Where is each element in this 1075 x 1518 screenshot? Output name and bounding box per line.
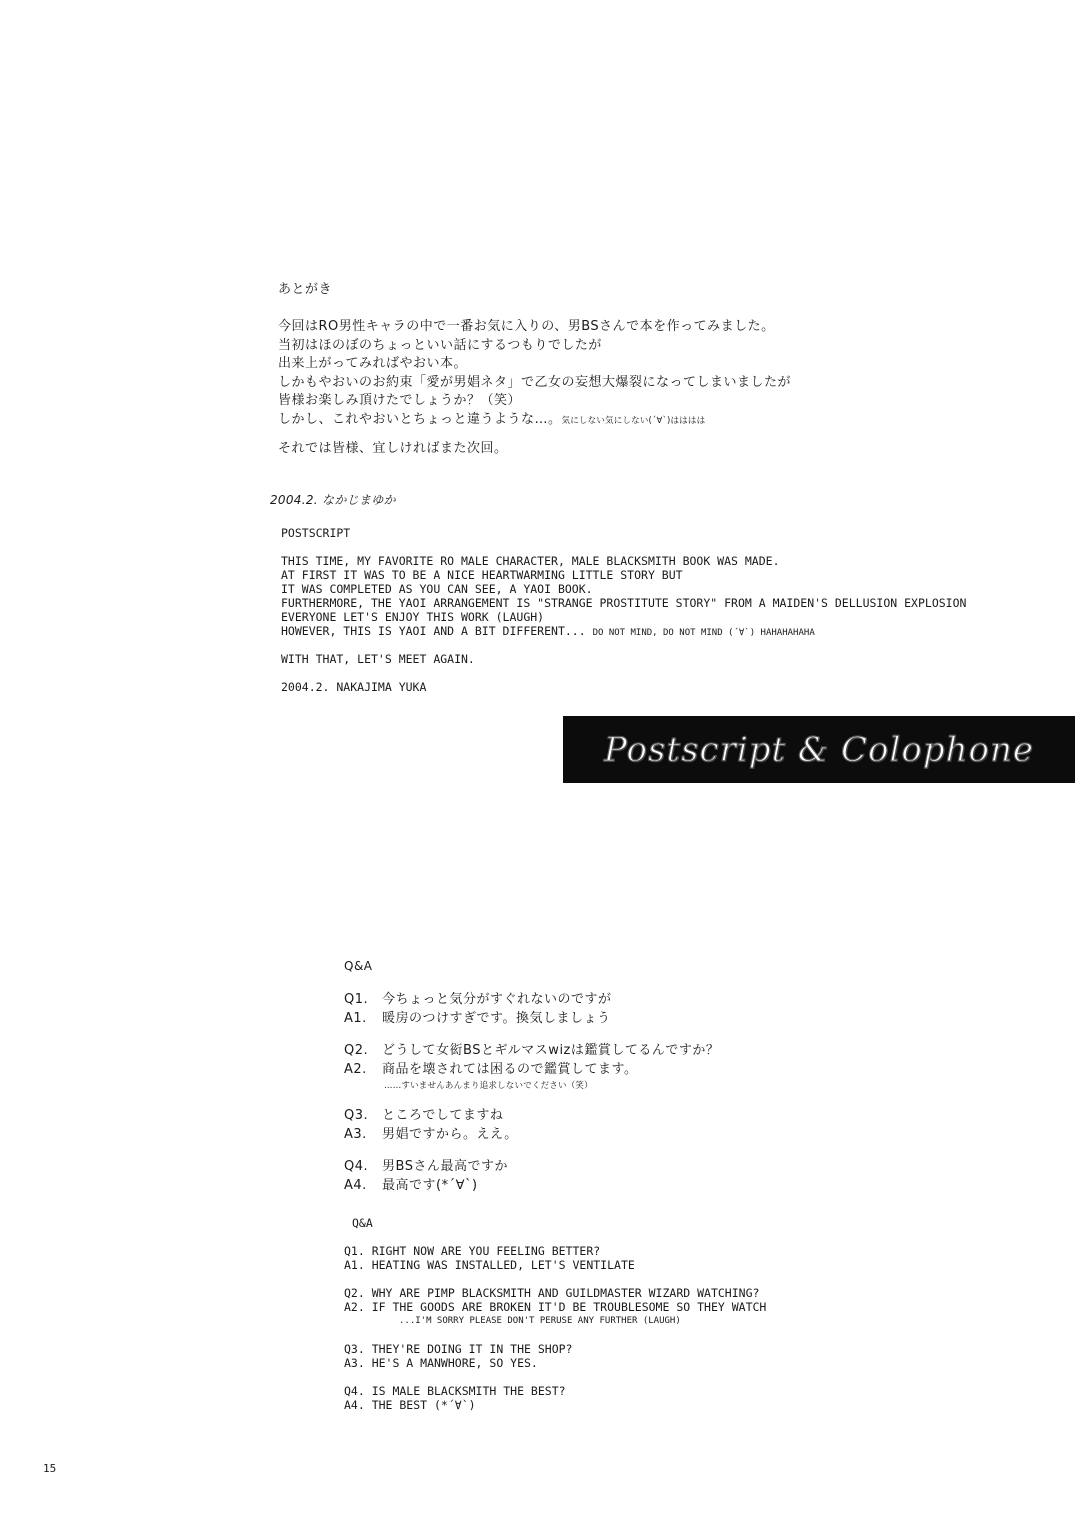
jp-qa-heading: Q&A <box>344 959 373 973</box>
jp-q1 <box>344 991 719 1010</box>
jp-q4-key: Q4. <box>344 1159 369 1174</box>
en-signature: 2004.2. NAKAJIMA YUKA <box>281 680 427 694</box>
jp-q4-text: 男BSさん最高ですか <box>382 1159 508 1174</box>
en-line-6-small: DO NOT MIND, DO NOT MIND (´∀`) HAHAHAHAHA <box>592 628 815 638</box>
en-line-2: AT FIRST IT WAS TO BE A NICE HEARTWARMING LITTLE STORY BUT <box>281 568 683 582</box>
en-closing: WITH THAT, LET'S MEET AGAIN. <box>281 652 475 666</box>
en-q3: Q3. THEY'RE DOING IT IN THE SHOP? <box>344 1342 573 1356</box>
en-qa-body <box>344 1244 766 1412</box>
en-postscript-heading: POSTSCRIPT <box>281 526 351 540</box>
jp-a2 <box>344 1061 719 1080</box>
jp-a4 <box>344 1177 719 1196</box>
jp-line-4: しかもやおいのお約束「愛が男娼ネタ」で乙女の妄想大爆裂になってしまいましたが <box>278 374 792 390</box>
en-a2: A2. IF THE GOODS ARE BROKEN IT'D BE TROUBLESOME SO THEY WATCH <box>344 1300 767 1314</box>
jp-q2-text: どうして女衒BSとギルマスwizは鑑賞してるんですか？ <box>382 1043 720 1058</box>
jp-qa-body <box>344 991 719 1195</box>
en-line-3: IT WAS COMPLETED AS YOU CAN SEE, A YAOI BOOK. <box>281 582 593 596</box>
jp-signature: 2004.2. なかじまゆか <box>270 493 396 507</box>
en-a3: A3. HE'S A MANWHORE, SO YES. <box>344 1356 538 1370</box>
en-line-6 <box>281 624 966 640</box>
en-q4: Q4. IS MALE BLACKSMITH THE BEST? <box>344 1384 566 1398</box>
jp-q3-text: ところでしてますね <box>382 1108 504 1123</box>
jp-line-5: 皆様お楽しみ頂けたでしょうか？（笑） <box>278 393 522 408</box>
jp-a2-key: A2. <box>344 1061 367 1077</box>
section-banner <box>563 716 1075 783</box>
en-q1: Q1. RIGHT NOW ARE YOU FEELING BETTER? <box>344 1244 601 1258</box>
en-line-4: FURTHERMORE, THE YAOI ARRANGEMENT IS "STRANGE PROSTITUTE STORY" FROM A MAIDEN'S DELLUSION EXPLOSION <box>281 596 967 610</box>
jp-a4-text: 最高です(*´∀`) <box>382 1177 478 1193</box>
en-a1: A1. HEATING WAS INSTALLED, LET'S VENTILATE <box>344 1258 635 1272</box>
jp-a2-note: ……すいませんあんまり追求しないでください（笑） <box>384 1081 593 1091</box>
jp-a1 <box>344 1010 719 1029</box>
jp-postscript-heading: あとがき <box>278 282 333 297</box>
jp-line-6-small: 気にしない気にしない(´∀`)はははは <box>561 415 706 426</box>
en-line-5: EVERYONE LET'S ENJOY THIS WORK (LAUGH) <box>281 610 545 624</box>
jp-a3 <box>344 1126 719 1145</box>
jp-q1-text: 今ちょっと気分がすぐれないのですが <box>382 992 612 1007</box>
jp-q2 <box>344 1042 719 1061</box>
en-a2-note: ...I'M SORRY PLEASE DON'T PERUSE ANY FURTHER (LAUGH) <box>399 1316 681 1326</box>
jp-a3-key: A3. <box>344 1126 367 1142</box>
jp-a4-key: A4. <box>344 1177 367 1193</box>
jp-a1-key: A1. <box>344 1010 367 1026</box>
jp-q3 <box>344 1107 719 1126</box>
jp-postscript-body <box>278 318 791 430</box>
en-postscript-body <box>281 554 966 640</box>
jp-q4 <box>344 1158 719 1177</box>
en-line-6-main: HOWEVER, THIS IS YAOI AND A BIT DIFFERENT... <box>281 624 586 638</box>
jp-a1-text: 暖房のつけすぎです。換気しましょう <box>382 1010 611 1026</box>
jp-line-2: 当初はほのぼのちょっといい話にするつもりでしたが <box>278 337 602 353</box>
page-number: 15 <box>43 1462 57 1475</box>
jp-line-1: 今回はRO男性キャラの中で一番お気に入りの、男BSさんで本を作ってみました。 <box>278 319 775 334</box>
jp-line-3: 出来上がってみればやおい本。 <box>278 356 468 371</box>
banner-title: Postscript & Colophone <box>604 729 1034 770</box>
jp-q1-key: Q1. <box>344 992 369 1007</box>
en-a4: A4. THE BEST (*´∀`) <box>344 1398 476 1412</box>
jp-a3-text: 男娼ですから。ええ。 <box>382 1126 518 1142</box>
jp-closing: それでは皆様、宜しければまた次回。 <box>278 441 508 456</box>
jp-q2-key: Q2. <box>344 1043 369 1058</box>
jp-line-6-main: しかし、これやおいとちょっと違うような…。 <box>278 411 562 427</box>
jp-q3-key: Q3. <box>344 1108 369 1123</box>
en-q2: Q2. WHY ARE PIMP BLACKSMITH AND GUILDMASTER WIZARD WATCHING? <box>344 1286 760 1300</box>
en-qa-heading: Q&A <box>352 1216 373 1230</box>
en-line-1: THIS TIME, MY FAVORITE RO MALE CHARACTER, MALE BLACKSMITH BOOK WAS MADE. <box>281 554 780 568</box>
jp-line-6 <box>278 411 791 431</box>
jp-a2-text: 商品を壊されては困るので鑑賞してます。 <box>382 1061 638 1077</box>
